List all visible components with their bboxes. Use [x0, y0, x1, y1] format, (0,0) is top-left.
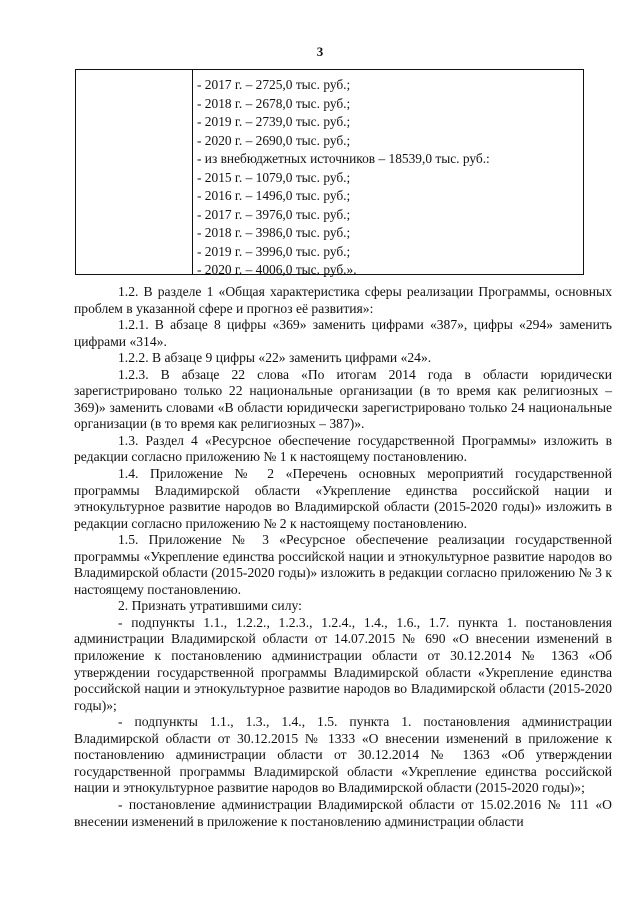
- paragraph-2: 2. Признать утратившими силу:: [118, 598, 302, 614]
- funding-line: - 2015 г. – 1079,0 тыс. руб.;: [197, 169, 351, 185]
- funding-line: - 2019 г. – 3996,0 тыс. руб.;: [197, 243, 351, 259]
- paragraph-1-5: 1.5. Приложение № 3 «Ресурсное обеспечение реализации государственной программы «Укрепление единства российской нации и этнокультурное развитие народов во Владимирской области (2015-2020 годы)» изложить в редакции согласно приложению № 3 к настоящему постановлению.: [74, 532, 612, 597]
- repealed-item-1: - подпункты 1.1., 1.2.2., 1.2.3., 1.2.4., 1.4., 1.6., 1.7. пункта 1. постановления администрации Владимирской области от 14.07.2015 № 690 «О внесении изменений в приложение к постановлению администрации области от 30.12.2014 № 1363 «Об утверждении государственной программы Владимирской области «Укрепление единства российской нации и этнокультурное развитие народов во Владимирской области (2015-2020 годы)»;: [74, 614, 612, 713]
- funding-line: - 2017 г. – 3976,0 тыс. руб.;: [197, 206, 351, 222]
- page-number: 3: [316, 44, 324, 59]
- table-column-divider: [192, 70, 193, 274]
- repealed-item-2: - подпункты 1.1., 1.3., 1.4., 1.5. пункта 1. постановления администрации Владимирской области от 30.12.2015 № 1333 «О внесении изменений в приложение к постановлению администрации области от 30.12.2014 № 1363 «Об утверждении государственной программы Владимирской области «Укрепление единства российской нации и этнокультурное развитие народов во Владимирской области (2015-2020 годы)»;: [74, 714, 612, 796]
- funding-line: - 2018 г. – 2678,0 тыс. руб.;: [197, 95, 351, 111]
- funding-list: [197, 76, 579, 280]
- funding-line: - 2020 г. – 4006,0 тыс. руб.».: [197, 262, 357, 277]
- funding-table: [75, 69, 584, 275]
- paragraph-1-2-1: 1.2.1. В абзаце 8 цифры «369» заменить цифрами «387», цифры «294» заменить цифрами «314».: [74, 317, 612, 349]
- paragraph-1-3: 1.3. Раздел 4 «Ресурсное обеспечение государственной Программы» изложить в редакции согласно приложению № 1 к настоящему постановлению.: [74, 432, 612, 465]
- funding-line: - 2019 г. – 2739,0 тыс. руб.;: [197, 114, 351, 129]
- repealed-item-3: - постановление администрации Владимирской области от 15.02.2016 № 111 «О внесении изменений в приложение к постановлению администрации области: [74, 796, 612, 829]
- funding-line: - 2016 г. – 1496,0 тыс. руб.;: [197, 188, 351, 203]
- funding-line: - 2020 г. – 2690,0 тыс. руб.;: [197, 132, 351, 148]
- funding-line: - из внебюджетных источников – 18539,0 тыс. руб.:: [197, 151, 490, 166]
- paragraph-1-4: 1.4. Приложение № 2 «Перечень основных мероприятий государственной программы Владимирской области «Укрепление единства российской нации и этнокультурное развитие народов во Владимирской области (2015-2020 годы)» изложить в редакции согласно приложению № 2 к настоящему постановлению.: [74, 466, 612, 531]
- funding-line: - 2017 г. – 2725,0 тыс. руб.;: [197, 77, 351, 92]
- funding-line: - 2018 г. – 3986,0 тыс. руб.;: [197, 225, 351, 240]
- paragraph-1-2: 1.2. В разделе 1 «Общая характеристика сферы реализации Программы, основных проблем в указанной сфере и прогноз её развития»:: [74, 284, 612, 316]
- document-body: [74, 284, 612, 830]
- paragraph-1-2-3: 1.2.3. В абзаце 22 слова «По итогам 2014 года в области юридически зарегистрировано только 22 национальные организации (в то время как религиозных – 369)» заменить словами «В области юридически зарегистрировано только 24 национальные организации (в то время как религиозных – 387)».: [74, 366, 612, 432]
- paragraph-1-2-2: 1.2.2. В абзаце 9 цифры «22» заменить цифрами «24».: [118, 350, 432, 366]
